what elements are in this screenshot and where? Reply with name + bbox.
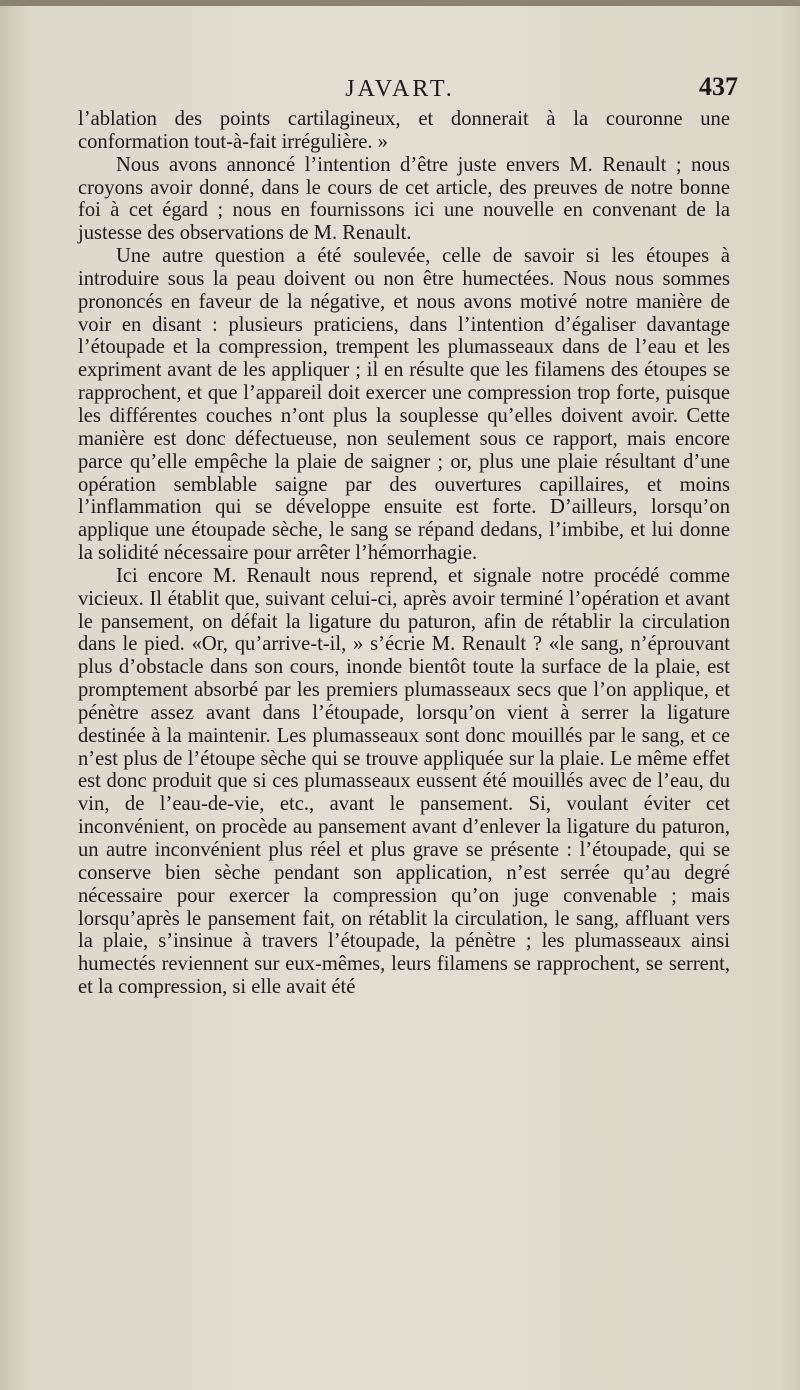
paragraph: Une autre question a été soulevée, celle de savoir si les étoupes à introduire sous la peau doivent ou non être humectées. Nous nous sommes prononcés en faveur de la négative, et nous avons motivé notre manière de voir en disant : plusieurs praticiens, dans l’intention d’égaliser davantage l’étoupade et la compression, trempent les plumasseaux dans de l’eau et les expriment avant de les appliquer ; il en résulte que les filamens des étoupes se rapprochent, et que l’appareil doit exercer une compression trop forte, puisque les différentes couches n’ont plus la souplesse qu’elles doivent avoir. Cette manière est donc défectueuse, non seulement sous ce rapport, mais encore parce qu’elle empêche la plaie de saigner ; or, plus une plaie résultant d’une opération semblable saigne par des ouvertures capillaires, et moins l’inflammation qui se développe ensuite est forte. D’ailleurs, lorsqu’on applique une étoupade sèche, le sang se répand dedans, l’imbibe, et lui donne la solidité nécessaire pour arrêter l’hémorrhagie.	[78, 245, 730, 565]
paragraph: l’ablation des points cartilagineux, et donnerait à la couronne une conformation tout-à-fait irrégulière. »	[78, 108, 730, 153]
body-text	[78, 108, 730, 999]
running-title: JAVART.	[345, 76, 455, 102]
paragraph: Nous avons annoncé l’intention d’être juste envers M. Renault ; nous croyons avoir donné, dans le cours de cet article, des preuves de notre bonne foi à cet égard ; nous en fournissons ici une nouvelle en convenant de la justesse des observations de M. Renault.	[78, 153, 730, 245]
paragraph: Ici encore M. Renault nous reprend, et signale notre procédé comme vicieux. Il établit que, suivant celui-ci, après avoir terminé l’opération et avant le pansement, on défait la ligature du paturon, afin de rétablir la circulation dans le pied. «Or, qu’arrive-t-il, » s’écrie M. Renault ? «le sang, n’éprouvant plus d’obstacle dans son cours, inonde bientôt toute la surface de la plaie, est promptement absorbé par les premiers plumasseaux secs que l’on applique, et pénètre assez avant dans l’étoupade, lorsqu’on vient à serrer la ligature destinée à la maintenir. Les plumasseaux sont donc mouillés par le sang, et ce n’est plus de l’étoupe sèche qui se trouve appliquée sur la plaie. Le même effet est donc produit que si ces plumasseaux eussent été mouillés avec de l’eau, du vin, de l’eau-de-vie, etc., avant le pansement. Si, voulant éviter cet inconvénient, on procède au pansement avant d’enlever la ligature du paturon, un autre inconvénient plus réel et plus grave se présente : l’étoupade, qui se conserve bien sèche pendant son application, n’est serrée qu’au degré nécessaire pour exercer la compression qu’on juge convenable ; mais lorsqu’après le pansement fait, on rétablit la circulation, le sang, affluant vers la plaie, s’insinue à travers l’étoupade, la pénètre ; les plumasseaux ainsi humectés reviennent sur eux-mêmes, leurs filamens se rapprochent, se serrent, et la compression, si elle avait été	[78, 564, 730, 999]
page-header	[80, 72, 738, 108]
page-number: 437	[699, 72, 738, 101]
